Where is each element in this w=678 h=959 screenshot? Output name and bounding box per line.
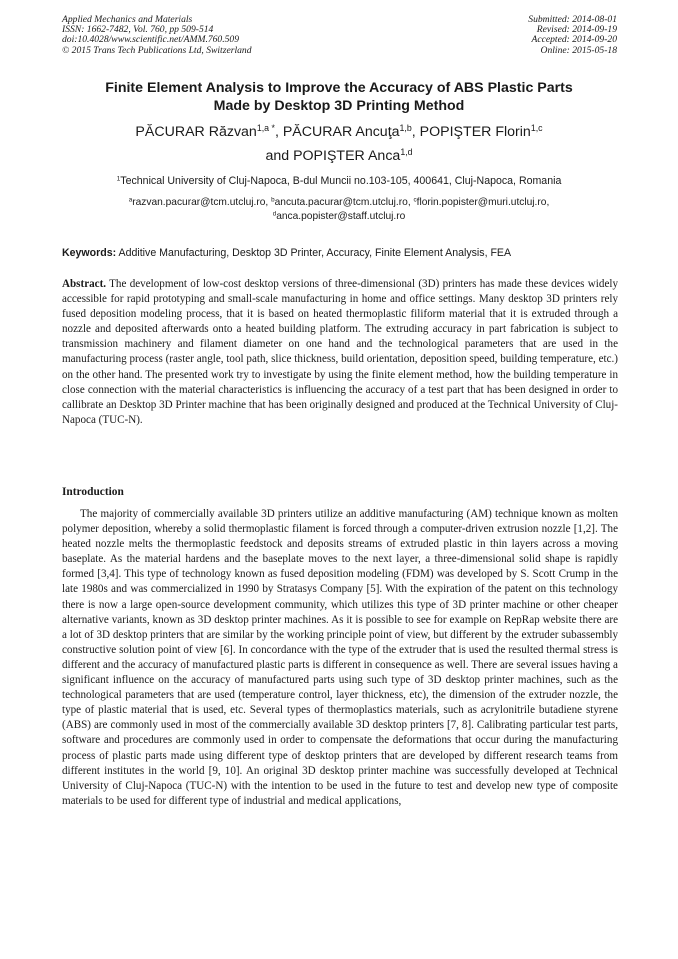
author-affil-mark: 1,c xyxy=(530,123,543,134)
submitted-date: Submitted: 2014-08-01 xyxy=(528,14,617,25)
title-line-1: Finite Element Analysis to Improve the Accuracy of ABS Plastic Parts xyxy=(105,80,573,96)
journal-name: Applied Mechanics and Materials xyxy=(62,14,193,25)
issn-line: ISSN: 1662-7482, Vol. 760, pp 509-514 xyxy=(62,24,214,36)
accepted-date: Accepted: 2014-09-20 xyxy=(531,34,617,46)
paper-title xyxy=(40,79,638,115)
email-link[interactable]: florin.popister@muri.utcluj.ro, xyxy=(416,197,550,208)
email-link[interactable]: ancuta.pacurar@tcm.utcluj.ro, xyxy=(274,197,414,208)
copyright-line: © 2015 Trans Tech Publications Ltd, Switzerland xyxy=(62,44,252,56)
author-list xyxy=(40,120,638,168)
email-link[interactable]: razvan.pacurar@tcm.utcluj.ro, xyxy=(132,197,272,208)
abstract xyxy=(62,277,618,428)
author-emails xyxy=(60,196,618,223)
online-date: Online: 2015-05-18 xyxy=(540,44,617,56)
email-mark: a xyxy=(128,196,133,204)
keywords xyxy=(62,246,618,260)
author-affil-mark: 1,d xyxy=(400,147,413,158)
emails-line-2 xyxy=(60,210,618,224)
title-line-2: Made by Desktop 3D Printing Method xyxy=(213,98,465,114)
author-separator: , xyxy=(274,124,283,140)
author-separator: , xyxy=(411,124,420,140)
author-name: POPIŞTER Anca xyxy=(293,148,401,164)
section-heading-introduction: Introduction xyxy=(62,486,124,498)
author-name: POPIŞTER Florin xyxy=(419,124,531,140)
email-mark: c xyxy=(413,196,417,204)
abstract-text: The development of low-cost desktop versions of three-dimensional (3D) printers has made these devices widely accessible for rapid prototyping and small-scale manufacturing in home and office settings. Many desktop 3D printers rely fused deposition modeling process, that it is based on heated thermoplastic filiform material that it is extruded through a nozzle and deposited afterwards onto a heated building platform. The extruding accuracy in part fabrication is subject to transmission machinery and filament diameter on one hand and the technological parameters that are used in the manufacturing process (raster angle, tool path, slice thickness, build orientation, deposition speed, building temperature, etc.) on the other hand. The presented work try to investigate by using the finite element method, how the building temperature in close connection with the material characteristics is influencing the accuracy of a test part that has been designed in order to callibrate an Desktop 3D Printer machine that has been originally designed and produced at the Technical University of Cluj-Napoca (TUC-N). xyxy=(62,278,618,426)
dates-header xyxy=(404,15,617,56)
authors-line-2 xyxy=(40,144,638,168)
revised-date: Revised: 2014-09-19 xyxy=(536,24,617,36)
author-name: PĂCURAR Ancuţa xyxy=(282,124,400,140)
emails-line-1 xyxy=(60,196,618,210)
authors-line-1 xyxy=(40,120,638,144)
email-mark: b xyxy=(271,196,275,204)
affiliation-text: Technical University of Cluj-Napoca, B-dul Muncii no.103-105, 400641, Cluj-Napoca, Romania xyxy=(120,175,562,187)
abstract-label: Abstract. xyxy=(62,278,107,290)
affiliation xyxy=(40,174,638,188)
author-affil-mark: 1,b xyxy=(399,123,412,134)
journal-header xyxy=(62,15,362,56)
introduction-paragraph: The majority of commercially available 3D printers utilize an additive manufacturing (AM) technique known as molten polymer deposition, whereby a solid thermoplastic filament is forced through a computer-driven extrusion nozzle [1,2]. The heated nozzle melts the thermoplastic feedstock and deposits streams of extruded plastic in thin layers across a moving baseplate. As the material hardens and the baseplate moves to the next layer, a three-dimensional solid shape is rapidly formed [3,4]. This type of technology known as fused deposition modeling (FDM) was developed by S. Scott Crump in the late 1980s and was commercialized in 1990 by Stratasys Company [5]. With the expiration of the patent on this technology there is now a large open-source development community, which utilizes this type of 3D printer machine or other cheaper alternative variants, known as 3D desktop printer machines. As it is possible to see for example on RepRap website there are a lot of 3D desktop printers that are similar by the working principle point of view, but different by the extruder subassembly constructive solution point of view [6]. In concordance with the type of the extruder that is used the resulted thermal stress is different and the accuracy of manufactured plastic parts is different in consequence as well. There are several issues having a significant influence on the accuracy of manufactured parts using such type of 3D desktop printer machines, such as the technological parameters that are used (temperature control, layer thickness, etc), the dimension of the extruder nozzle, the type of plastic material that is used, etc. Several types of thermoplastics materials, such as acrylonitrile butadiene styrene (ABS) are commonly used in most of the commercially available 3D desktop printers [7, 8]. Calibrating particular test parts, software and procedures are commonly used in order to compensate the deformations that occur during the manufacturing process of plastic parts made using different type of desktop printers that are developed by different research teams from different institutes in the world [9, 10]. An original 3D desktop printer machine was successfully developed at Technical University of Cluj-Napoca (TUC-N) with the intention to be used in the future to test and develop new type of composite materials to be used for different type of industrial and medical applications, xyxy=(62,508,618,807)
email-mark: d xyxy=(272,210,277,218)
doi-line: doi:10.4028/www.scientific.net/AMM.760.509 xyxy=(62,34,240,46)
author-conjunction: and xyxy=(265,148,294,164)
keywords-text: Additive Manufacturing, Desktop 3D Printer, Accuracy, Finite Element Analysis, FEA xyxy=(116,247,512,259)
author-name: PĂCURAR Răzvan xyxy=(135,124,257,140)
email-link[interactable]: anca.popister@staff.utcluj.ro xyxy=(276,210,406,222)
keywords-label: Keywords: xyxy=(62,247,117,259)
author-affil-mark: 1,a * xyxy=(256,123,275,134)
affiliation-mark: 1 xyxy=(116,175,121,183)
